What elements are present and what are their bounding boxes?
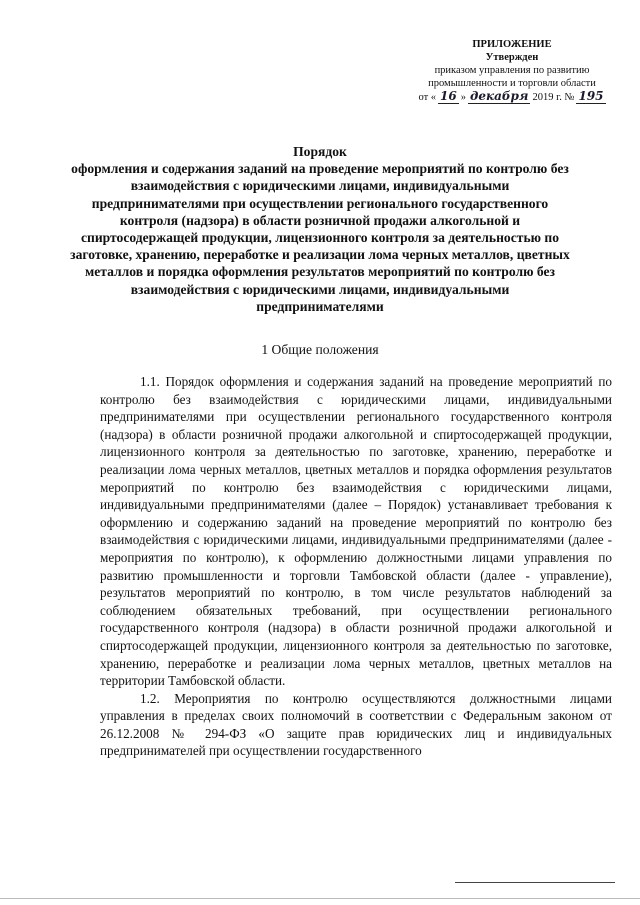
date-month-handwritten: декабря bbox=[469, 89, 529, 103]
date-prefix: от « bbox=[418, 92, 437, 103]
date-mid: » bbox=[460, 92, 466, 103]
scan-edge bbox=[0, 898, 640, 899]
paragraph-1-1: 1.1. Порядок оформления и содержания заданий на проведение мероприятий по контролю без взаимодействия с юридическими лицами, индивидуальными предпринимателями при осуществлении регионального государственного контроля (надзора) в области розничной продажи алкогольной и спиртосодержащей продукции, лицензионного контроля за деятельностью по заготовке, хранению, переработке и реализации лома черных металлов, цветных металлов и порядка оформления результатов мероприятий по контролю без взаимодействия с юридическими лицами, индивидуальными предпринимателями (далее – Порядок) устанавливает требования к оформлению и содержанию заданий на проведение мероприятий по контролю без взаимодействия с юридическими лицами, индивидуальными предпринимателями (далее - мероприятия по контролю), к оформлению должностными лицами управления по развитию промышленности и торговли Тамбовской области (далее - управление), результатов мероприятий по контролю, в том числе результатов наблюдений за соблюдением обязательных требований, при осуществлении регионального государственного контроля (надзора) в области розничной продажи алкогольной и спиртосодержащей продукции, лицензионного контроля за деятельностью по заготовке, хранению, переработке и реализации лома черных металлов, цветных металлов на территории Тамбовской области. bbox=[100, 374, 612, 689]
paragraph-1-2: 1.2. Мероприятия по контролю осуществляются должностными лицами управления в пределах своих полномочий в соответствии с Федеральным законом от 26.12.2008 № 294-ФЗ «О защите прав юридических лиц и индивидуальных предпринимателей при осуществлении государственного bbox=[100, 690, 612, 759]
approval-line-2: промышленности и торговли области bbox=[428, 78, 596, 89]
title-heading: Порядок bbox=[293, 144, 347, 159]
title-body: оформления и содержания заданий на проведение мероприятий по контролю без взаимодействия с юридическими лицами, индивидуальными предпринимателями при осуществлении регионального государственного контроля (надзора) в области розничной продажи алкогольной и спиртосодержащей продукции, лицензионного контроля за деятельностью по заготовке, хранению, переработке и реализации лома черных металлов, цветных металлов и порядка оформления результатов мероприятий по контролю без взаимодействия с юридическими лицами, индивидуальными предпринимателями bbox=[70, 161, 570, 314]
approval-title: ПРИЛОЖЕНИЕ bbox=[472, 39, 552, 50]
date-day-handwritten: 16 bbox=[440, 89, 457, 103]
order-number-handwritten: 195 bbox=[578, 89, 604, 103]
date-year: 2019 г. № bbox=[532, 92, 575, 103]
footer-rule bbox=[455, 882, 615, 883]
approval-line-1: приказом управления по развитию bbox=[434, 65, 590, 76]
document-body bbox=[100, 373, 612, 760]
approval-approved: Утвержден bbox=[485, 52, 539, 63]
section-heading: 1 Общие положения bbox=[261, 342, 379, 357]
approval-block bbox=[392, 38, 632, 104]
approval-date-line bbox=[392, 90, 632, 104]
document-title bbox=[70, 143, 570, 315]
